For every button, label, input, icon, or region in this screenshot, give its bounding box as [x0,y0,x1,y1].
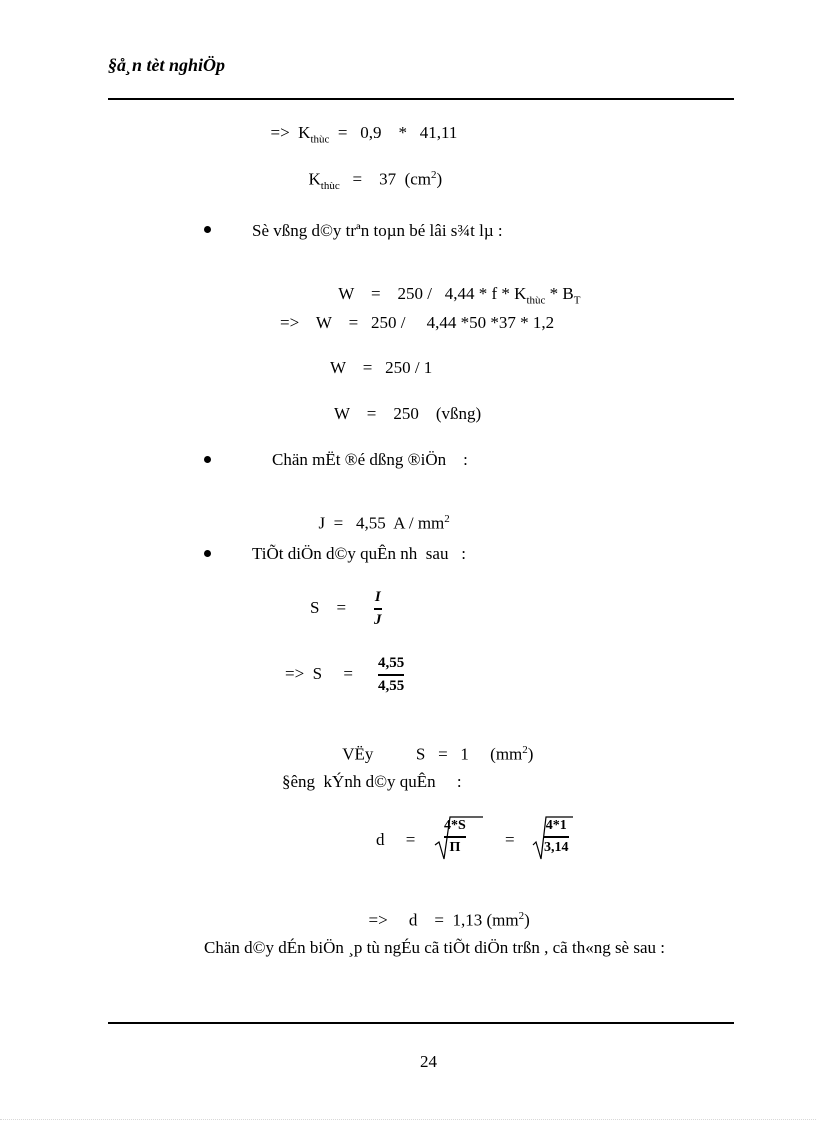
equation-text: => K [270,123,311,142]
fraction-denominator: 4,55 [378,677,405,694]
equation-text: d = [376,830,416,849]
equation-line [334,728,533,763]
equation-text: => d = 1,13 (mm [368,910,519,930]
fraction [444,818,466,856]
equation-text: => S = [285,664,353,683]
fraction-numerator: 4,55 [378,655,405,671]
superscript: 2 [444,513,450,525]
superscript: 2 [518,910,525,922]
equation-line: => W = 250 / 4,44 *50 *37 * 1,2 [280,313,555,332]
fraction-denominator: 3,14 [544,839,569,855]
page-number: 24 [420,1052,437,1071]
fraction-denominator: Π [449,839,461,855]
equation-line [310,497,450,532]
subscript: T [573,294,581,307]
fraction [378,655,404,695]
equation-text: W = 250 / 4,44 * f * K [338,284,527,303]
fraction-bar [378,674,404,676]
subscript: thùc [526,294,546,307]
equation-text: = 0,9 * 41,11 [329,123,458,142]
bullet-marker [204,550,211,557]
equation-text: ) [524,910,530,930]
equation-text: VËy S = 1 (mm [342,744,523,764]
fraction-bar [444,836,466,838]
fraction-numerator: 4*1 [545,818,567,833]
equation-text: ) [527,744,534,764]
superscript: 2 [431,169,437,181]
fraction [544,818,569,856]
equation-text: S = [310,598,347,617]
bullet-marker [204,226,211,233]
superscript: 2 [522,744,528,756]
footer-rule [108,1022,734,1024]
equation-line: W = 250 (vßng) [334,404,482,423]
equation-line [262,107,457,145]
fraction-bar [544,836,569,838]
equation-line [330,268,580,306]
fraction [374,589,382,629]
equation-text: K [308,169,321,189]
equation-text: = 37 (cm [339,169,432,189]
subscript: thùc [320,180,340,193]
page-edge [0,1119,816,1121]
bullet-text: TiÕt diÖn d©y quÊn nh sau : [252,544,466,563]
fraction-bar [374,608,382,610]
fraction-denominator: J [374,611,382,628]
document-header-title: §å¸n tèt nghiÖp [108,55,226,75]
equation-text: J = 4,55 A / mm [318,513,445,533]
bullet-marker [204,456,211,463]
equation-text: §êng kÝnh d©y quÊn : [282,772,462,791]
equation-text: ) [436,169,443,189]
equation-text: * B [545,284,574,303]
subscript: thùc [310,133,330,146]
fraction-numerator: I [374,589,381,605]
bullet-text: Sè vßng d©y trªn toµn bé lâi s¾t lµ : [252,221,503,240]
equation-line [300,153,442,192]
bullet-text: Chän mËt ®é dßng ®iÖn : [272,450,468,469]
equation-line [360,894,530,929]
fraction-numerator: 4*S [444,818,466,833]
header-rule [108,98,734,100]
equation-text: = [505,830,515,849]
paragraph-text: Chän d©y dÉn biÖn ¸p tù ngÉu cã tiÕt diÖn trßn , cã th«ng sè sau : [204,938,665,957]
equation-line: W = 250 / 1 [330,358,433,377]
